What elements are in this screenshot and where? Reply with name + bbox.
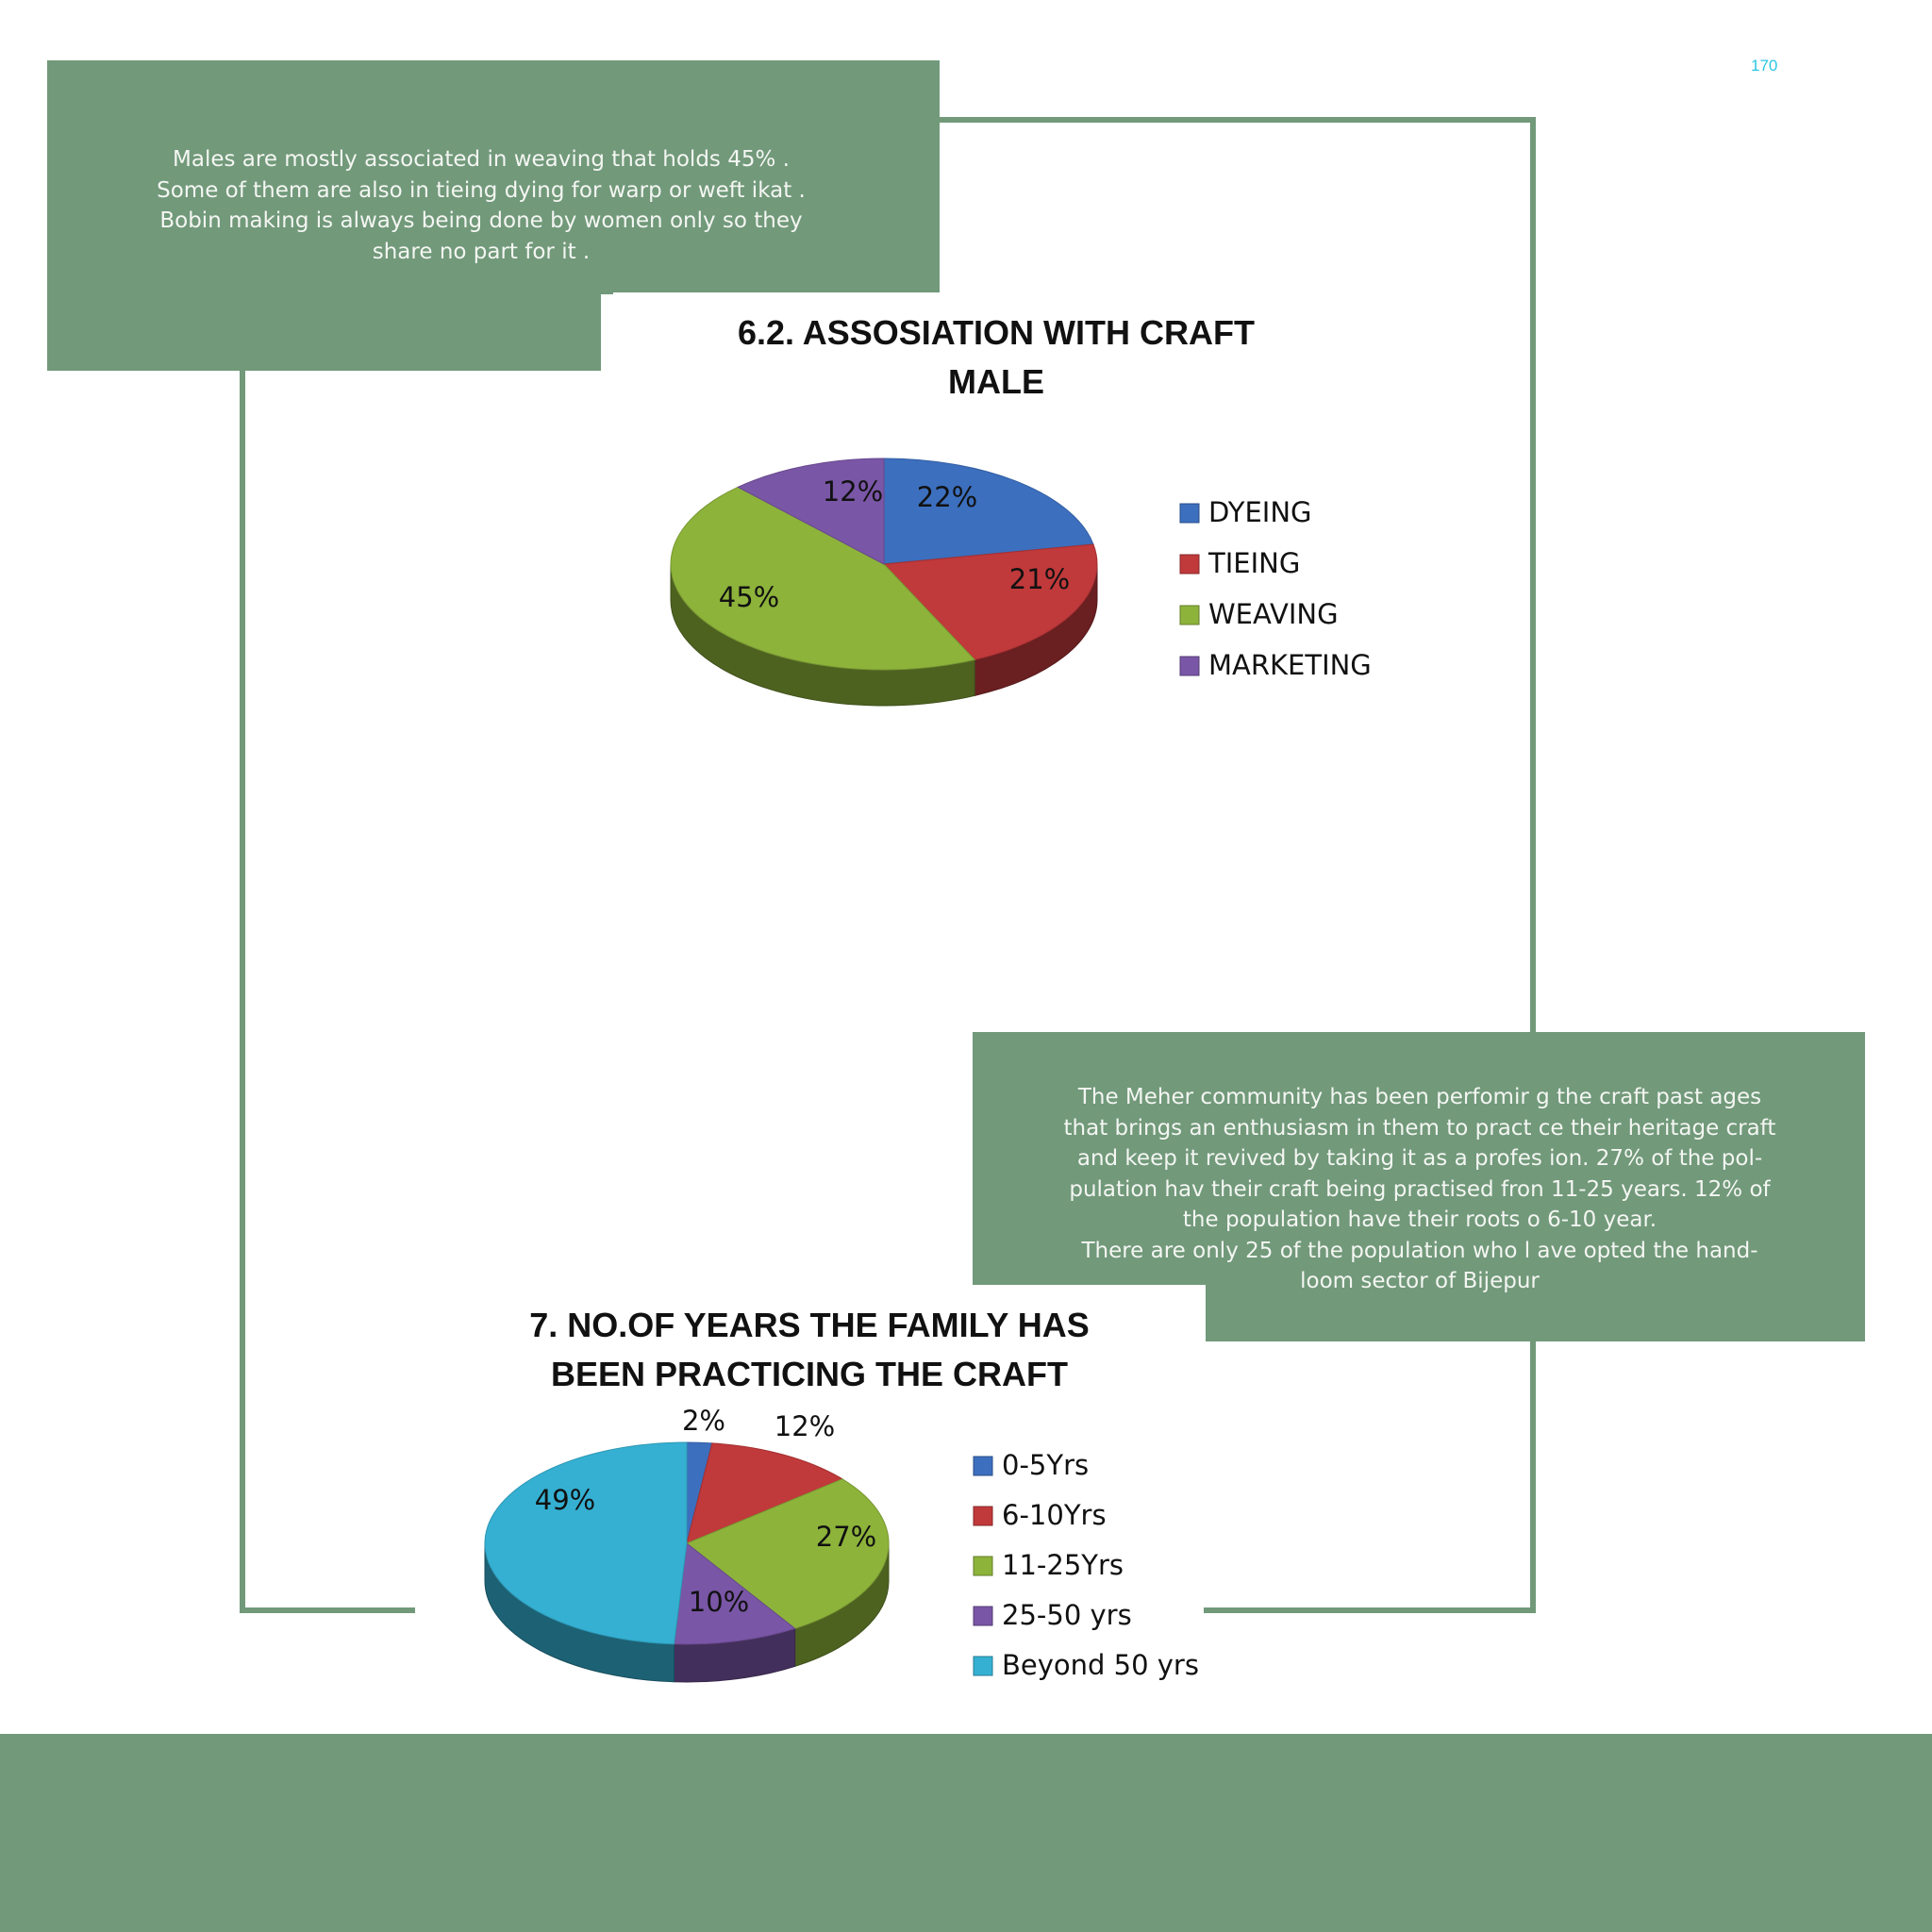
chart1-legend-label-dyeing: DYEING — [1208, 496, 1312, 528]
chart2-legend-label-11-25yrs: 11-25Yrs — [1002, 1549, 1124, 1581]
chart1-data-label-weaving: 45% — [718, 581, 780, 613]
chart2-legend-swatch-0-5yrs — [974, 1457, 992, 1475]
chart1-data-label-marketing: 12% — [822, 475, 884, 508]
chart2-legend-label-6-10yrs: 6-10Yrs — [1002, 1499, 1107, 1531]
chart2-legend-label-25-50-yrs: 25-50 yrs — [1002, 1599, 1132, 1631]
chart1-title-line-1: 6.2. ASSOSIATION WITH CRAFT — [737, 313, 1256, 352]
chart1-legend-label-marketing: MARKETING — [1208, 649, 1372, 681]
text-box-2: The Meher community has been perfomir g the craft past ages that brings an enthusiasm in them to pract ce their heritage craft and keep it revived by taking it as a profes ion. 27% of the pol- pulation hav their craft being practised fron 11-25 years. 12% of the population have their roots o 6-10 year. There are only 25 of the population who l ave opted the hand- loom sector of Bijepur — [1063, 1085, 1776, 1293]
chart2-legend-label-beyond-50-yrs: Beyond 50 yrs — [1002, 1649, 1199, 1681]
chart2-data-label-11-25yrs: 27% — [815, 1521, 877, 1553]
chart1-legend-label-tieing: TIEING — [1208, 547, 1301, 579]
chart2-data-label-beyond-50-yrs: 49% — [534, 1484, 596, 1516]
chart2-legend-swatch-6-10yrs — [974, 1507, 992, 1525]
chart2-legend-swatch-25-50-yrs — [974, 1607, 992, 1625]
page-number: 170 — [1751, 57, 1778, 75]
chart1-data-label-tieing: 21% — [1008, 563, 1071, 595]
text-box-1: Males are mostly associated in weaving that holds 45% . Some of them are also in tieing dying for warp or weft ikat . Bobin making is always being done by women only so they share no part for it . — [157, 147, 806, 264]
chart2-data-label-0-5yrs: 2% — [681, 1405, 726, 1437]
chart2-data-label-6-10yrs: 12% — [774, 1410, 836, 1442]
chart2-legend-swatch-11-25yrs — [974, 1557, 992, 1575]
chart1-legend-label-weaving: WEAVING — [1208, 598, 1339, 630]
chart2-legend-label-0-5yrs: 0-5Yrs — [1002, 1449, 1090, 1481]
chart2-data-label-25-50-yrs: 10% — [688, 1586, 750, 1618]
chart2-legend-swatch-beyond-50-yrs — [974, 1657, 992, 1675]
chart2-title-line-1: 7. NO.OF YEARS THE FAMILY HAS — [529, 1306, 1090, 1344]
chart2-title-line-2: BEEN PRACTICING THE CRAFT — [551, 1355, 1068, 1393]
chart1-data-label-dyeing: 22% — [916, 481, 978, 513]
chart1-title-line-2: MALE — [948, 362, 1044, 401]
